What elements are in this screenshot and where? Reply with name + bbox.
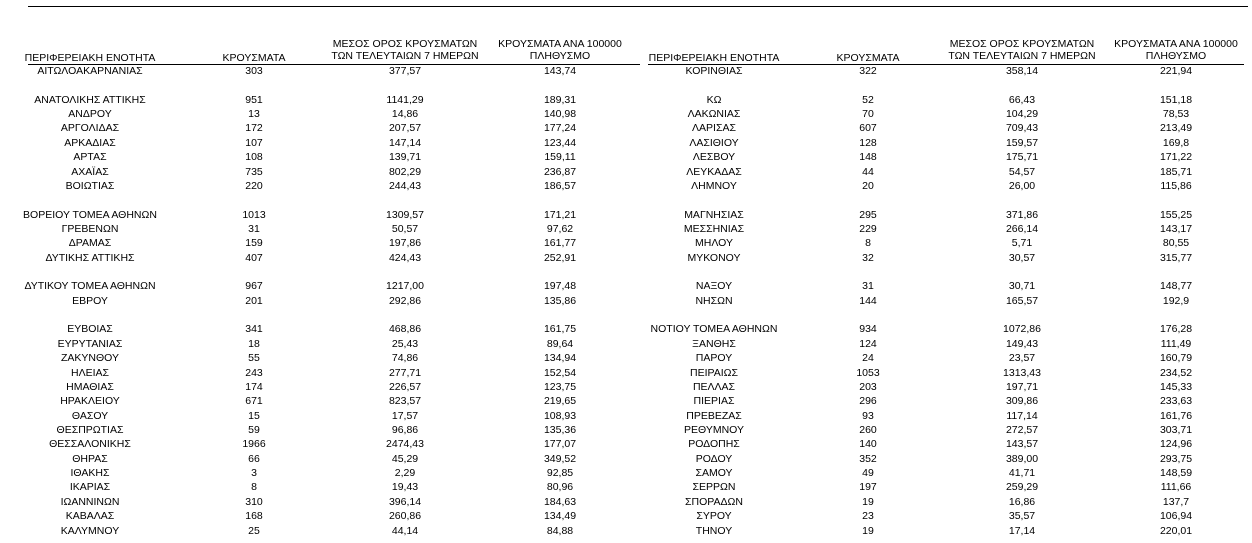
cell-per100k-left: 80,96 (546, 481, 574, 494)
cell-avg-right: 358,14 (1005, 65, 1039, 77)
cell-avg-left: 74,86 (391, 352, 419, 365)
cell-per100k-right: 78,53 (1162, 108, 1190, 121)
cell-per100k-right: 160,79 (1159, 352, 1193, 365)
cell-cases-left: 159 (245, 237, 263, 250)
cell-region-left: ΑΧΑΪΑΣ (71, 165, 109, 178)
cell-per100k-left: 134,49 (543, 510, 577, 523)
cell-region-left: ΑΡΓΟΛΙΔΑΣ (60, 122, 120, 135)
cell-per100k-right: 151,18 (1159, 93, 1193, 106)
cell-avg-right: 165,57 (1005, 294, 1039, 307)
cell-cases-right: 44 (862, 165, 874, 178)
cell-per100k-left: 186,57 (543, 179, 577, 192)
cell-region-left: ΒΟΙΩΤΙΑΣ (65, 179, 115, 192)
cell-per100k-right: 293,75 (1159, 452, 1193, 465)
cell-cases-left: 201 (245, 294, 263, 307)
cell-avg-left: 147,14 (388, 136, 422, 149)
table-row (0, 337, 1252, 351)
cell-avg-left: 277,71 (388, 366, 422, 379)
cell-avg-left: 19,43 (391, 481, 419, 494)
cell-avg-left: 424,43 (388, 251, 422, 264)
cell-cases-right: 352 (859, 452, 877, 465)
header-avg-line1: ΜΕΣΟΣ ΟΡΟΣ ΚΡΟΥΣΜΑΤΩΝ (332, 38, 478, 50)
cell-region-right: ΠΕΛΛΑΣ (692, 380, 736, 393)
cell-region-right: ΜΗΛΟΥ (695, 237, 733, 250)
cell-region-right: ΞΑΝΘΗΣ (692, 337, 736, 350)
cell-per100k-left: 143,74 (543, 65, 577, 77)
cell-region-left: ΙΘΑΚΗΣ (70, 467, 110, 480)
cell-cases-left: 303 (245, 65, 263, 77)
cell-cases-right: 197 (859, 481, 877, 494)
cell-avg-right: 16,86 (1008, 495, 1036, 508)
header-avg-line2: ΤΩΝ ΤΕΛΕΥΤΑΙΩΝ 7 ΗΜΕΡΩΝ (331, 50, 479, 62)
cell-per100k-right: 221,94 (1159, 65, 1193, 77)
cell-per100k-right: 155,25 (1159, 208, 1193, 221)
table-row (0, 509, 1252, 523)
cell-region-left: ΔΥΤΙΚΟΥ ΤΟΜΕΑ ΑΘΗΝΩΝ (24, 280, 156, 293)
cell-per100k-left: 161,77 (543, 237, 577, 250)
table-row (0, 279, 1252, 293)
cell-region-left: ΙΩΑΝΝΙΝΩΝ (60, 495, 120, 508)
cell-avg-left: 2474,43 (386, 438, 424, 451)
cell-cases-right: 32 (862, 251, 874, 264)
table-row (0, 107, 1252, 121)
cell-region-right: ΛΑΡΙΣΑΣ (692, 122, 736, 135)
cell-region-right: ΚΩ (706, 93, 722, 106)
header-avg-line1: ΜΕΣΟΣ ΟΡΟΣ ΚΡΟΥΣΜΑΤΩΝ (949, 38, 1095, 50)
table-row (0, 208, 1252, 222)
cell-region-left: ΕΥΡΥΤΑΝΙΑΣ (57, 337, 123, 350)
cell-cases-left: 671 (245, 395, 263, 408)
table-row (0, 136, 1252, 150)
header-per-right (1106, 38, 1246, 64)
table-row (0, 524, 1252, 538)
cell-avg-left: 17,57 (391, 409, 419, 422)
cell-cases-left: 25 (248, 524, 260, 537)
cell-per100k-right: 176,28 (1159, 323, 1193, 336)
cell-per100k-right: 171,22 (1159, 151, 1193, 164)
top-rule (28, 6, 1248, 7)
cell-avg-left: 377,57 (388, 65, 422, 77)
cell-avg-left: 139,71 (388, 151, 422, 164)
header-avg-right (942, 38, 1102, 64)
cell-avg-left: 468,86 (388, 323, 422, 336)
cell-cases-left: 1966 (242, 438, 266, 451)
table-row (0, 495, 1252, 509)
cell-per100k-right: 185,71 (1159, 165, 1193, 178)
cell-avg-left: 292,86 (388, 294, 422, 307)
cell-avg-right: 5,71 (1011, 237, 1033, 250)
cell-cases-left: 8 (251, 481, 257, 494)
cell-region-right: ΝΟΤΙΟΥ ΤΟΜΕΑ ΑΘΗΝΩΝ (650, 323, 778, 336)
header-avg-line2: ΤΩΝ ΤΕΛΕΥΤΑΙΩΝ 7 ΗΜΕΡΩΝ (948, 50, 1096, 62)
cell-per100k-left: 92,85 (546, 467, 574, 480)
cell-cases-right: 128 (859, 136, 877, 149)
cell-cases-right: 49 (862, 467, 874, 480)
cell-per100k-left: 108,93 (543, 409, 577, 422)
cell-per100k-right: 220,01 (1159, 524, 1193, 537)
cell-cases-left: 3 (251, 467, 257, 480)
cell-avg-right: 1313,43 (1003, 366, 1041, 379)
cell-region-right: ΚΟΡΙΝΘΙΑΣ (685, 65, 743, 77)
cell-avg-left: 1141,29 (386, 93, 424, 106)
cell-avg-right: 41,71 (1008, 467, 1036, 480)
cell-region-left: ΑΡΤΑΣ (73, 151, 107, 164)
cell-per100k-right: 192,9 (1162, 294, 1190, 307)
cell-region-left: ΔΡΑΜΑΣ (68, 237, 112, 250)
cell-per100k-right: 145,33 (1159, 380, 1193, 393)
cell-avg-left: 44,14 (391, 524, 419, 537)
cell-avg-left: 25,43 (391, 337, 419, 350)
cell-cases-right: 229 (859, 222, 877, 235)
cell-cases-right: 124 (859, 337, 877, 350)
cell-cases-left: 18 (248, 337, 260, 350)
table-row (0, 93, 1252, 107)
header-avg-left (325, 38, 485, 64)
cell-avg-right: 259,29 (1005, 481, 1039, 494)
cell-cases-left: 310 (245, 495, 263, 508)
header-per-line2: ΠΛΗΘΥΣΜΟ (1145, 50, 1207, 62)
cell-cases-right: 70 (862, 108, 874, 121)
cell-cases-left: 967 (245, 280, 263, 293)
table-row (0, 251, 1252, 265)
cell-avg-left: 823,57 (388, 395, 422, 408)
cell-cases-left: 341 (245, 323, 263, 336)
cell-avg-left: 802,29 (388, 165, 422, 178)
cell-avg-right: 309,86 (1005, 395, 1039, 408)
cell-cases-right: 934 (859, 323, 877, 336)
cell-region-left: ΑΝΑΤΟΛΙΚΗΣ ΑΤΤΙΚΗΣ (34, 93, 146, 106)
cell-cases-right: 295 (859, 208, 877, 221)
cell-region-right: ΝΑΞΟΥ (695, 280, 733, 293)
cell-per100k-right: 124,96 (1159, 438, 1193, 451)
cell-per100k-right: 111,49 (1160, 337, 1192, 350)
cell-cases-right: 260 (859, 423, 877, 436)
cell-per100k-right: 169,8 (1162, 136, 1190, 149)
table-row (0, 380, 1252, 394)
header-region-left: ΠΕΡΙΦΕΡΕΙΑΚΗ ΕΝΟΤΗΤΑ (24, 52, 156, 64)
table-row (0, 294, 1252, 308)
table-row (0, 437, 1252, 451)
cell-per100k-left: 184,63 (543, 495, 577, 508)
cell-avg-left: 2,29 (394, 467, 416, 480)
cell-per100k-right: 233,63 (1159, 395, 1193, 408)
cell-per100k-left: 177,07 (543, 438, 577, 451)
cell-region-left: ΚΑΛΥΜΝΟΥ (60, 524, 120, 537)
cell-avg-right: 266,14 (1005, 222, 1039, 235)
cell-avg-right: 197,71 (1005, 380, 1039, 393)
cell-cases-left: 107 (245, 136, 263, 149)
cell-region-right: ΣΕΡΡΩΝ (692, 481, 736, 494)
cell-cases-left: 66 (248, 452, 260, 465)
cell-avg-right: 117,14 (1006, 409, 1038, 422)
cell-per100k-right: 234,52 (1159, 366, 1193, 379)
cell-cases-right: 52 (862, 93, 874, 106)
cell-cases-left: 31 (248, 222, 260, 235)
cell-avg-left: 50,57 (391, 222, 419, 235)
cell-per100k-right: 137,7 (1162, 495, 1190, 508)
cell-per100k-left: 236,87 (543, 165, 577, 178)
cell-cases-right: 296 (859, 395, 877, 408)
table-row (0, 121, 1252, 135)
cell-cases-left: 174 (245, 380, 263, 393)
cell-per100k-left: 197,48 (543, 280, 577, 293)
cell-region-left: ΒΟΡΕΙΟΥ ΤΟΜΕΑ ΑΘΗΝΩΝ (23, 208, 157, 221)
cell-per100k-right: 80,55 (1162, 237, 1190, 250)
cell-per100k-right: 106,94 (1159, 510, 1193, 523)
cell-avg-left: 45,29 (391, 452, 419, 465)
cell-avg-right: 709,43 (1005, 122, 1039, 135)
cell-region-right: ΡΟΔΟΠΗΣ (688, 438, 740, 451)
cell-avg-left: 207,57 (388, 122, 422, 135)
cell-avg-right: 389,00 (1005, 452, 1039, 465)
cell-region-left: ΘΕΣΣΑΛΟΝΙΚΗΣ (49, 438, 131, 451)
table-row (0, 193, 1252, 207)
cell-cases-right: 19 (862, 524, 874, 537)
cell-avg-right: 30,57 (1008, 251, 1036, 264)
cases-table (0, 64, 1252, 538)
table-row (0, 236, 1252, 250)
cell-region-right: ΝΗΣΩΝ (695, 294, 733, 307)
cell-cases-right: 31 (862, 280, 874, 293)
cell-cases-right: 203 (859, 380, 877, 393)
cell-avg-left: 1309,57 (386, 208, 424, 221)
cell-per100k-left: 123,75 (543, 380, 577, 393)
cell-region-right: ΛΑΣΙΘΙΟΥ (689, 136, 739, 149)
cell-region-left: ΖΑΚΥΝΘΟΥ (60, 352, 119, 365)
cell-cases-right: 93 (862, 409, 874, 422)
cell-avg-right: 26,00 (1008, 179, 1036, 192)
cell-avg-right: 175,71 (1005, 151, 1039, 164)
table-row (0, 366, 1252, 380)
table-row (0, 322, 1252, 336)
cell-avg-left: 260,86 (388, 510, 422, 523)
cell-cases-right: 19 (862, 495, 874, 508)
cell-region-left: ΑΙΤΩΛΟΑΚΑΡΝΑΝΙΑΣ (37, 65, 143, 77)
cell-cases-right: 322 (859, 65, 877, 77)
cell-per100k-right: 315,77 (1159, 251, 1193, 264)
cell-region-right: ΛΑΚΩΝΙΑΣ (687, 108, 741, 121)
cell-region-left: ΕΒΡΟΥ (72, 294, 108, 307)
cell-region-left: ΗΛΕΙΑΣ (70, 366, 109, 379)
cell-per100k-right: 111,66 (1160, 481, 1192, 494)
cell-per100k-left: 161,75 (543, 323, 577, 336)
cell-region-right: ΛΕΣΒΟΥ (692, 151, 736, 164)
header-region-right: ΠΕΡΙΦΕΡΕΙΑΚΗ ΕΝΟΤΗΤΑ (648, 52, 780, 64)
header-per-left (490, 38, 630, 64)
cell-region-right: ΠΙΕΡΙΑΣ (693, 395, 735, 408)
table-row (0, 394, 1252, 408)
cell-avg-left: 96,86 (391, 423, 419, 436)
cell-per100k-left: 152,54 (543, 366, 577, 379)
cell-avg-right: 149,43 (1005, 337, 1039, 350)
cell-region-left: ΑΝΔΡΟΥ (68, 108, 112, 121)
cell-avg-right: 35,57 (1008, 510, 1036, 523)
cell-region-left: ΘΕΣΠΡΩΤΙΑΣ (56, 423, 124, 436)
cell-avg-right: 371,86 (1005, 208, 1039, 221)
cell-avg-right: 54,57 (1008, 165, 1036, 178)
cell-cases-right: 24 (862, 352, 874, 365)
table-row (0, 480, 1252, 494)
table-row (0, 64, 1252, 78)
header-cases-right: ΚΡΟΥΣΜΑΤΑ (836, 52, 900, 64)
cell-avg-right: 143,57 (1005, 438, 1039, 451)
cell-region-left: ΗΜΑΘΙΑΣ (66, 380, 114, 393)
cell-region-right: ΛΕΥΚΑΔΑΣ (686, 165, 742, 178)
cell-region-right: ΛΗΜΝΟΥ (691, 179, 737, 192)
cell-cases-right: 23 (862, 510, 874, 523)
cell-cases-right: 8 (865, 237, 871, 250)
table-row (0, 265, 1252, 279)
cell-per100k-left: 84,88 (546, 524, 574, 537)
cell-region-right: ΤΗΝΟΥ (695, 524, 733, 537)
cell-per100k-left: 134,94 (543, 352, 577, 365)
header-per-line2: ΠΛΗΘΥΣΜΟ (529, 50, 591, 62)
cell-cases-left: 108 (245, 151, 263, 164)
cell-per100k-left: 123,44 (543, 136, 577, 149)
cell-region-right: ΣΑΜΟΥ (695, 467, 733, 480)
cell-region-right: ΣΠΟΡΑΔΩΝ (685, 495, 743, 508)
cell-region-left: ΓΡΕΒΕΝΩΝ (61, 222, 119, 235)
table-row (0, 78, 1252, 92)
cell-avg-left: 226,57 (388, 380, 422, 393)
cell-region-left: ΗΡΑΚΛΕΙΟΥ (60, 395, 120, 408)
cell-per100k-left: 177,24 (543, 122, 577, 135)
cell-region-left: ΑΡΚΑΔΙΑΣ (64, 136, 116, 149)
cell-per100k-left: 171,21 (543, 208, 577, 221)
table-row (0, 165, 1252, 179)
cell-region-left: ΘΗΡΑΣ (72, 452, 108, 465)
cell-cases-left: 220 (245, 179, 263, 192)
cell-region-left: ΔΥΤΙΚΗΣ ΑΤΤΙΚΗΣ (45, 251, 135, 264)
table-row (0, 179, 1252, 193)
cell-cases-right: 140 (859, 438, 877, 451)
cell-cases-left: 13 (248, 108, 260, 121)
cell-avg-right: 159,57 (1005, 136, 1039, 149)
cell-avg-left: 396,14 (388, 495, 422, 508)
cell-avg-right: 23,57 (1008, 352, 1036, 365)
table-row (0, 351, 1252, 365)
table-row (0, 222, 1252, 236)
cell-cases-left: 172 (245, 122, 263, 135)
cell-avg-right: 66,43 (1008, 93, 1036, 106)
cell-region-right: ΜΑΓΝΗΣΙΑΣ (684, 208, 744, 221)
table-row (0, 423, 1252, 437)
cell-cases-left: 407 (245, 251, 263, 264)
cell-per100k-right: 303,71 (1159, 423, 1193, 436)
cell-cases-right: 607 (859, 122, 877, 135)
cell-region-left: ΙΚΑΡΙΑΣ (69, 481, 111, 494)
cell-avg-right: 104,29 (1005, 108, 1039, 121)
cell-avg-right: 30,71 (1008, 280, 1036, 293)
table-row (0, 308, 1252, 322)
cell-cases-left: 1013 (242, 208, 266, 221)
cell-per100k-left: 140,98 (543, 108, 577, 121)
cell-region-left: ΕΥΒΟΙΑΣ (67, 323, 113, 336)
cell-cases-right: 20 (862, 179, 874, 192)
cell-region-right: ΠΑΡΟΥ (695, 352, 733, 365)
cell-per100k-right: 143,17 (1159, 222, 1193, 235)
cell-cases-left: 951 (245, 93, 263, 106)
cell-per100k-right: 148,59 (1159, 467, 1193, 480)
cell-avg-left: 1217,00 (386, 280, 424, 293)
table-row (0, 452, 1252, 466)
cell-per100k-right: 213,49 (1159, 122, 1193, 135)
cell-region-right: ΠΕΙΡΑΙΩΣ (690, 366, 738, 379)
cell-avg-left: 244,43 (388, 179, 422, 192)
cell-per100k-left: 135,36 (543, 423, 577, 436)
cell-cases-left: 15 (248, 409, 260, 422)
cell-region-left: ΘΑΣΟΥ (71, 409, 109, 422)
cell-cases-right: 148 (859, 151, 877, 164)
cell-region-right: ΡΟΔΟΥ (695, 452, 733, 465)
cell-per100k-left: 349,52 (543, 452, 577, 465)
header-cases-left: ΚΡΟΥΣΜΑΤΑ (222, 52, 286, 64)
cell-avg-left: 197,86 (388, 237, 422, 250)
header-per-line1: ΚΡΟΥΣΜΑΤΑ ΑΝΑ 100000 (1114, 38, 1238, 50)
cell-per100k-left: 159,11 (544, 151, 576, 164)
cell-avg-right: 272,57 (1005, 423, 1039, 436)
cell-cases-left: 735 (245, 165, 263, 178)
cell-region-right: ΜΕΣΣΗΝΙΑΣ (683, 222, 745, 235)
cell-region-right: ΣΥΡΟΥ (696, 510, 732, 523)
cell-region-left: ΚΑΒΑΛΑΣ (65, 510, 115, 523)
table-row (0, 150, 1252, 164)
cell-cases-left: 168 (245, 510, 263, 523)
cell-per100k-right: 161,76 (1159, 409, 1193, 422)
cell-per100k-left: 97,62 (546, 222, 574, 235)
cell-per100k-right: 115,86 (1160, 179, 1192, 192)
cell-avg-right: 17,14 (1008, 524, 1036, 537)
cell-per100k-right: 148,77 (1159, 280, 1193, 293)
header-per-line1: ΚΡΟΥΣΜΑΤΑ ΑΝΑ 100000 (498, 38, 622, 50)
cell-cases-right: 144 (859, 294, 877, 307)
cell-per100k-left: 89,64 (546, 337, 574, 350)
cell-region-right: ΜΥΚΟΝΟΥ (687, 251, 741, 264)
cell-region-right: ΡΕΘΥΜΝΟΥ (683, 423, 744, 436)
cell-cases-left: 243 (245, 366, 263, 379)
table-row (0, 466, 1252, 480)
cell-region-right: ΠΡΕΒΕΖΑΣ (686, 409, 742, 422)
table-row (0, 409, 1252, 423)
cell-per100k-left: 252,91 (543, 251, 577, 264)
cell-cases-right: 1053 (856, 366, 880, 379)
cell-cases-left: 55 (248, 352, 260, 365)
cell-per100k-left: 135,86 (543, 294, 577, 307)
cell-avg-right: 1072,86 (1003, 323, 1041, 336)
cell-cases-left: 59 (248, 423, 260, 436)
cell-avg-left: 14,86 (391, 108, 419, 121)
cell-per100k-left: 219,65 (543, 395, 577, 408)
cell-per100k-left: 189,31 (543, 93, 577, 106)
